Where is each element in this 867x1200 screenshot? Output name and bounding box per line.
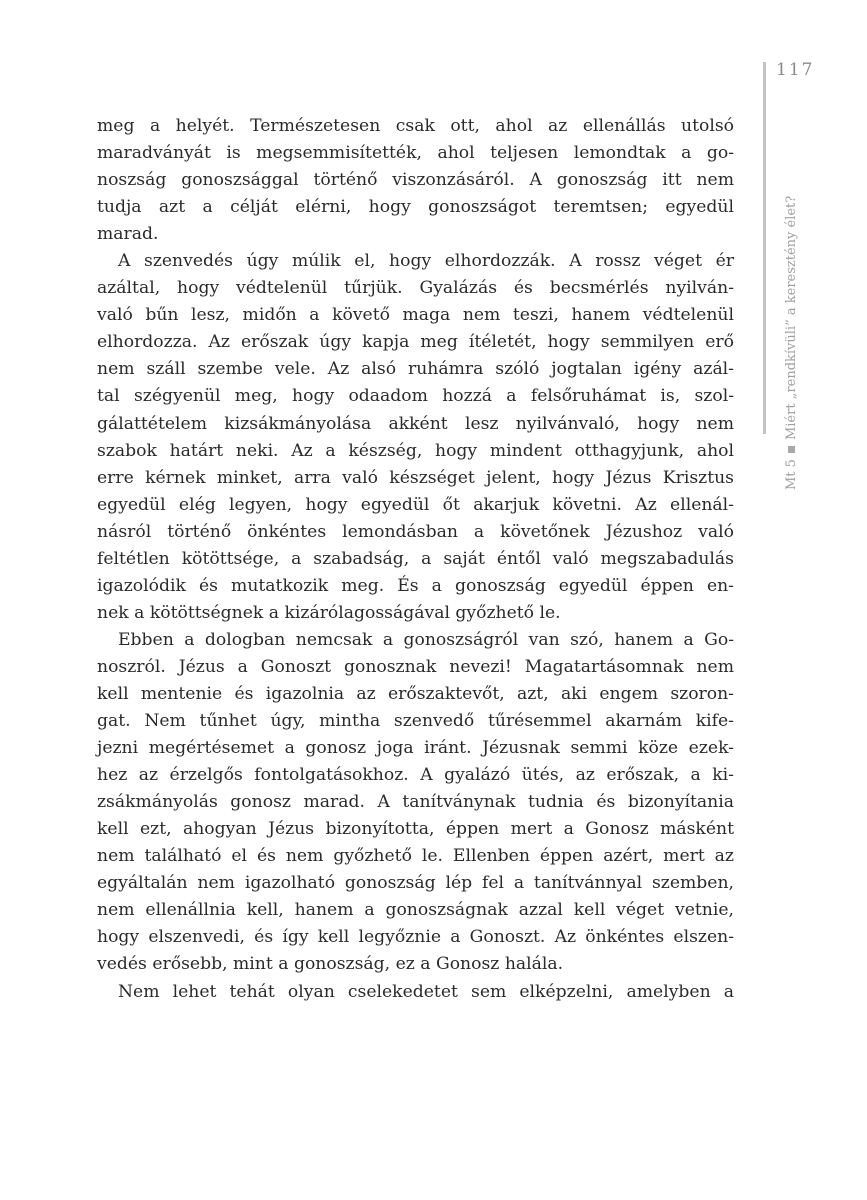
text-line: maradványát is megsemmisítették, ahol teljesen lemondtak a go-	[97, 143, 734, 164]
text-line: erre kérnek minket, arra való készséget jelent, hogy Jézus Krisztus	[97, 467, 734, 488]
running-head-chapter: Mt 5	[784, 459, 799, 490]
text-line: feltétlen kötöttsége, a szabadság, a saját éntől való megszabadulás	[97, 548, 734, 569]
text-line: gálattételem kizsákmányolása akként lesz nyilvánvaló, hogy nem	[97, 413, 734, 434]
text-line: való bűn lesz, midőn a követő maga nem teszi, hanem védtelenül	[97, 305, 734, 326]
text-line: nem található el és nem győzhető le. Ellenben éppen azért, mert az	[97, 846, 734, 867]
paragraph	[97, 627, 734, 979]
paragraph	[97, 248, 734, 627]
text-line: noszról. Jézus a Gonoszt gonosznak nevezi! Magatartásomnak nem	[97, 656, 734, 677]
text-line: hez az érzelgős fontolgatásokhoz. A gyalázó ütés, az erőszak, a ki-	[97, 765, 734, 786]
text-line: hogy elszenvedi, és így kell legyőznie a Gonoszt. Az önkéntes elszen-	[97, 927, 734, 948]
text-line: meg a helyét. Természetesen csak ott, ahol az ellenállás utolsó	[97, 116, 734, 136]
text-line: marad.	[97, 224, 159, 245]
text-line: Nem lehet tehát olyan cselekedetet sem elképzelni, amelyben a	[118, 981, 734, 1002]
paragraph	[97, 113, 734, 248]
square-bullet-icon	[788, 446, 795, 453]
text-line: tudja azt a célját elérni, hogy gonoszságot teremtsen; egyedül	[97, 197, 734, 218]
text-line: kell ezt, ahogyan Jézus bizonyította, éppen mert a Gonosz másként	[97, 819, 734, 840]
paragraph	[97, 979, 734, 1006]
text-line: kell mentenie és igazolnia az erőszaktevőt, azt, aki engem szoron-	[97, 683, 734, 704]
text-line: Ebben a dologban nemcsak a gonoszságról van szó, hanem a Go-	[118, 629, 734, 650]
body-text	[97, 113, 734, 1006]
text-line: noszság gonoszsággal történő viszonzásáról. A gonoszság itt nem	[97, 170, 734, 191]
text-line: násról történő önkéntes lemondásban a követőnek Jézushoz való	[97, 521, 734, 542]
text-line: elhordozza. Az erőszak úgy kapja meg ítéletét, hogy semmilyen erő	[97, 332, 734, 353]
text-line: tal szégyenül meg, hogy odaadom hozzá a felsőruhámat is, szol-	[97, 386, 734, 407]
text-line: szabok határt neki. Az a készség, hogy mindent otthagyjunk, ahol	[97, 440, 734, 461]
text-line: egyedül elég legyen, hogy egyedül őt akarjuk követni. Az ellenál-	[97, 494, 734, 515]
running-head-title: Miért „rendkívüli” a keresztény élet?	[784, 195, 799, 441]
text-line: nem ellenállnia kell, hanem a gonoszságnak azzal kell véget vetnie,	[97, 900, 734, 921]
text-line: gat. Nem tűnhet úgy, mintha szenvedő tűrésemmel akarnám kife-	[97, 711, 734, 732]
running-head	[784, 105, 799, 490]
text-line: nem száll szembe vele. Az alsó ruhámra szóló jogtalan igény azál-	[97, 359, 734, 380]
text-line: azáltal, hogy védtelenül tűrjük. Gyalázás és becsmérlés nyilván-	[97, 278, 734, 299]
page-number: 117	[776, 60, 815, 80]
text-line: egyáltalán nem igazolható gonoszság lép fel a tanítvánnyal szemben,	[97, 873, 734, 894]
text-line: igazolódik és mutatkozik meg. És a gonoszság egyedül éppen en-	[97, 575, 734, 596]
text-line: zsákmányolás gonosz marad. A tanítványnak tudnia és bizonyítania	[97, 792, 734, 813]
text-line: jezni megértésemet a gonosz joga iránt. Jézusnak semmi köze ezek-	[97, 738, 734, 759]
text-line: A szenvedés úgy múlik el, hogy elhordozzák. A rossz véget ér	[118, 251, 734, 272]
margin-rule	[763, 62, 766, 434]
text-line: nek a kötöttségnek a kizárólagosságával győzhető le.	[97, 602, 561, 623]
text-line: vedés erősebb, mint a gonoszság, ez a Gonosz halála.	[97, 954, 564, 975]
